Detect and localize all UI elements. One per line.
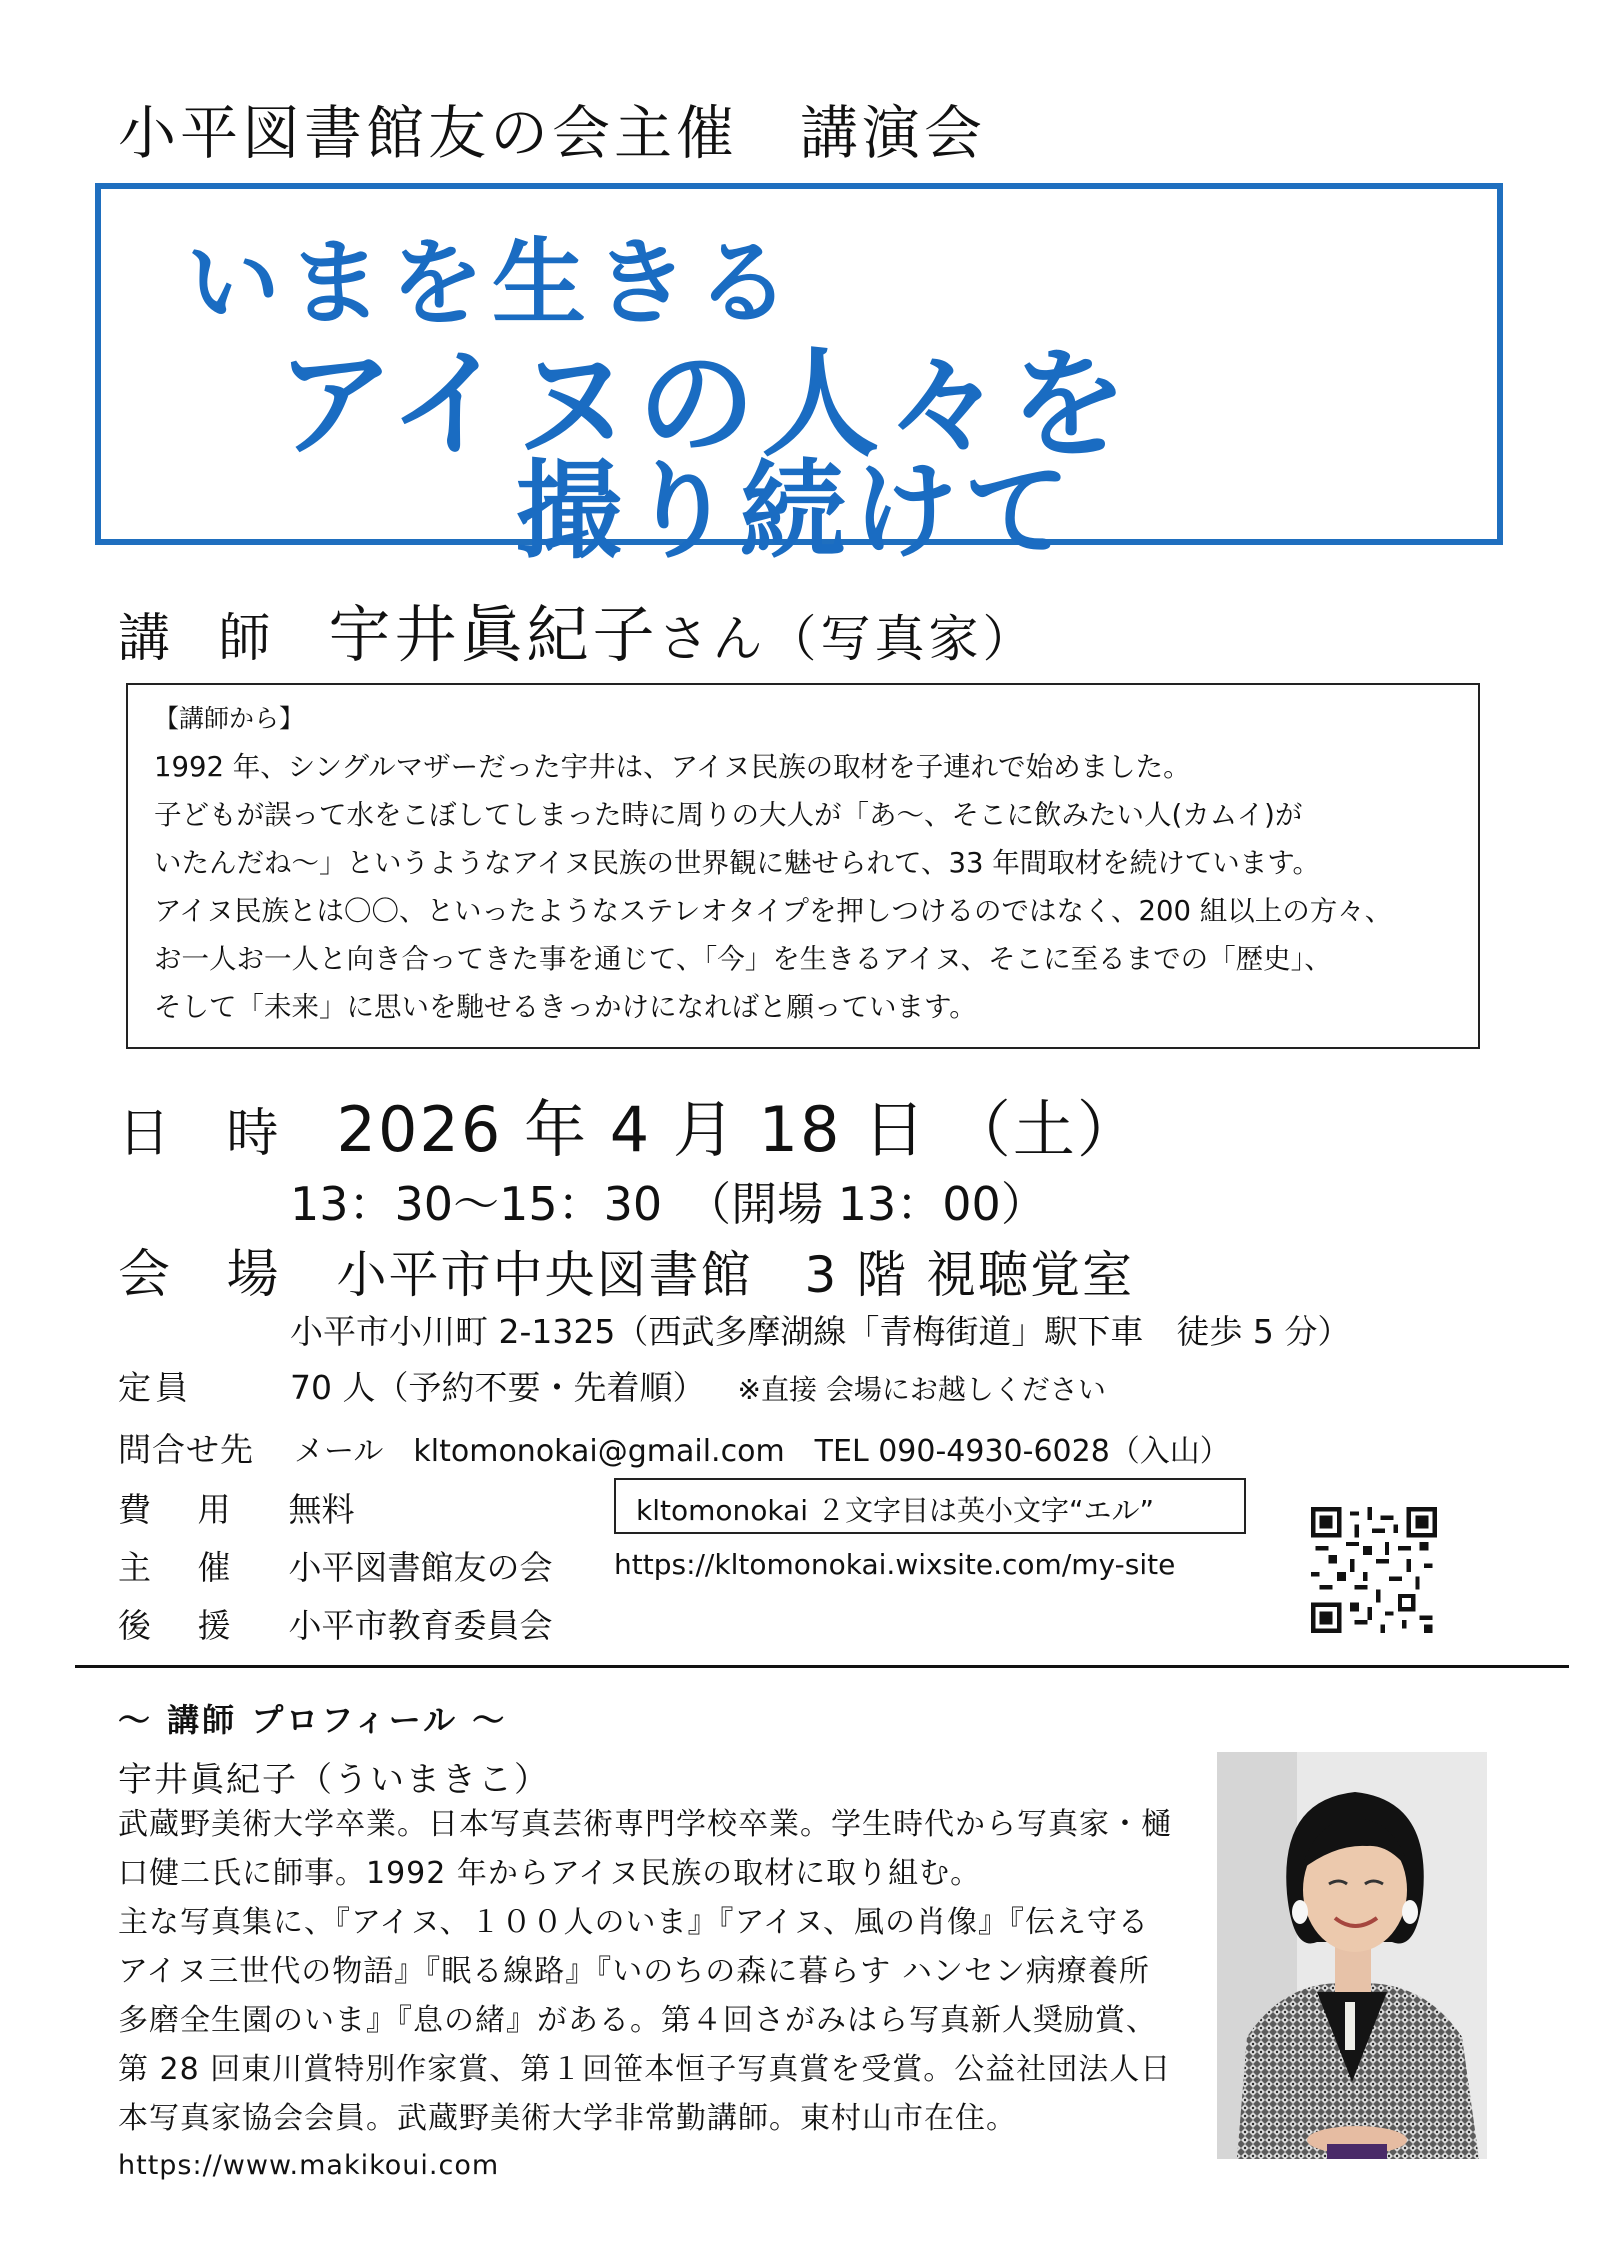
contact-row	[118, 1424, 1230, 1471]
profile-text	[118, 1800, 1208, 2143]
website-link[interactable]: https://kltomonokai.wixsite.com/my-site	[614, 1548, 1176, 1581]
host-label: 主 催	[118, 1548, 249, 1587]
speaker-label: 講 師	[118, 609, 287, 669]
speaker-message-box	[126, 683, 1480, 1049]
message-line: 子どもが誤って水をこぼしてしまった時に周りの大人が「あ～、そこに飲みたい人(カムイ)が	[154, 799, 1303, 831]
message-line: アイヌ民族とは〇〇、といったようなステレオタイプを押しつけるのではなく、200 組以上の方々、	[154, 895, 1393, 927]
title-box	[95, 183, 1503, 573]
venue-address: 小平市小川町 2-1325（西武多摩湖線「青梅街道」駅下車 徒歩 5 分）	[290, 1312, 1351, 1351]
event-time: 13：30～15：30 （開場 13：00）	[290, 1177, 1047, 1231]
profile-line: 口健二氏に師事。1992 年からアイヌ民族の取材に取り組む。	[118, 1856, 982, 1891]
title-line-3: 撮り続けて	[516, 450, 1076, 573]
profile-line: 多磨全生園のいま』『息の緒』がある。第４回さがみはら写真新人奨励賞、	[118, 2003, 1157, 2038]
profile-heading: ～ 講師 プロフィール ～	[118, 1701, 508, 1739]
capacity-label: 定員	[118, 1368, 192, 1407]
capacity-value: 70 人（予約不要・先着順）	[290, 1368, 706, 1407]
event-date: 2026 年 4 月 18 日 （土）	[336, 1093, 1141, 1166]
message-line: そして「未来」に思いを馳せるきっかけになればと願っています。	[154, 991, 977, 1023]
date-row	[118, 1080, 1141, 1169]
profile-name: 宇井眞紀子（ういまきこ）	[118, 1760, 550, 1800]
message-line: 1992 年、シングルマザーだった宇井は、アイヌ民族の取材を子連れで始めました。	[154, 751, 1191, 783]
host-value: 小平図書館友の会	[288, 1548, 553, 1587]
contact-label: 問合せ先	[118, 1430, 254, 1469]
id-note-box: kltomonokai ２文字目は英小文字“エル”	[614, 1478, 1246, 1534]
organizer-heading: 小平図書館友の会主催 講演会	[118, 99, 987, 167]
fee-value: 無料	[288, 1490, 355, 1529]
message-line: お一人お一人と向き合ってきた事を通じて、「今」を生きるアイヌ、そこに至るまでの「歴史」、	[154, 943, 1332, 975]
speaker-photo	[1217, 1752, 1487, 2159]
title-line-1: いまを生きる	[186, 229, 799, 338]
profile-website-link[interactable]: https://www.makikoui.com	[118, 2150, 500, 2181]
venue-row	[118, 1232, 1134, 1307]
message-heading: 【講師から】	[154, 704, 305, 733]
profile-line: 第 28 回東川賞特別作家賞、第１回笹本恒子写真賞を受賞。公益社団法人日	[118, 2052, 1172, 2087]
speaker-suffix: さん（写真家）	[658, 610, 1037, 668]
speaker-name: 宇井眞紀子	[328, 598, 659, 671]
fee-label: 費 用	[118, 1490, 249, 1529]
capacity-row	[118, 1362, 192, 1409]
profile-line: 本写真家協会会員。武蔵野美術大学非常勤講師。東村山市在住。	[118, 2101, 1017, 2136]
qr-code[interactable]	[1311, 1507, 1437, 1633]
support-label: 後 援	[118, 1606, 249, 1645]
section-divider	[75, 1665, 1569, 1668]
venue-label: 会 場	[118, 1245, 299, 1305]
host-row	[118, 1542, 553, 1589]
message-line: いたんだね～」というようなアイヌ民族の世界観に魅せられて、33 年間取材を続けています。	[154, 847, 1321, 879]
support-value: 小平市教育委員会	[288, 1606, 553, 1645]
speaker-line	[118, 585, 1037, 674]
profile-line: 武蔵野美術大学卒業。日本写真芸術専門学校卒業。学生時代から写真家・樋	[118, 1807, 1172, 1842]
capacity-value-row	[290, 1362, 1106, 1409]
contact-details: メール kltomonokai@gmail.com TEL 090-4930-6028（入山）	[294, 1434, 1230, 1469]
title-line-2: アイヌの人々を	[276, 335, 1134, 473]
profile-line: アイヌ三世代の物語』『眠る線路』『いのちの森に暮らす ハンセン病療養所	[118, 1954, 1150, 1989]
fee-row	[118, 1484, 355, 1531]
support-row	[118, 1600, 553, 1647]
venue-name: 小平市中央図書館 3 階 視聴覚室	[336, 1246, 1135, 1304]
date-label: 日 時	[118, 1104, 299, 1164]
profile-line: 主な写真集に、『アイヌ、１００人のいま』『アイヌ、風の肖像』『伝え守る	[118, 1905, 1149, 1940]
capacity-note: ※直接 会場にお越しください	[737, 1373, 1106, 1406]
